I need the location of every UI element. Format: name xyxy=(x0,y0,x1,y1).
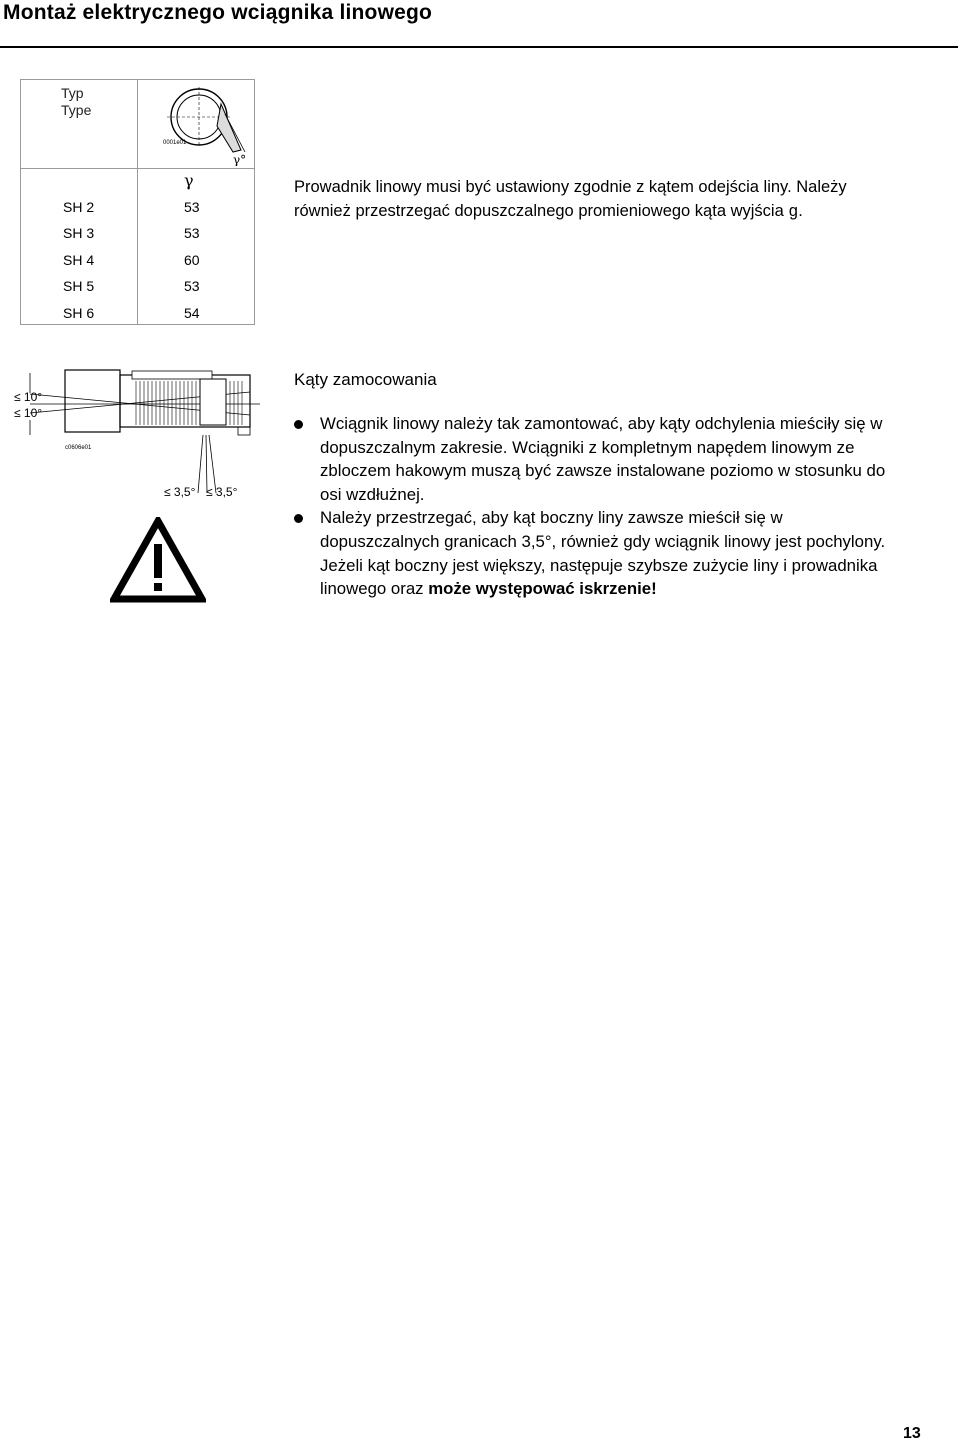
hoist-mounting-angle-diagram xyxy=(10,365,260,505)
side-angle-label-right: ≤ 3,5° xyxy=(206,485,238,499)
rope-guide-line: Prowadnik linowy musi być ustawiony zgodnie z kątem odejścia liny. Należy xyxy=(294,178,847,196)
bullet-line: dopuszczalnym zakresie. Wciągniki z kompletnym napędem linowym ze xyxy=(320,437,855,457)
rope-guide-paragraph xyxy=(294,175,954,224)
bullet-line: osi wzdłużnej. xyxy=(320,484,425,504)
table-row xyxy=(21,199,254,225)
bullet-line: Wciągnik linowy należy tak zamontować, aby kąty odchylenia mieściły się w xyxy=(320,414,883,433)
title-divider xyxy=(0,46,958,48)
section-title: Kąty zamocowania xyxy=(294,370,437,389)
angle-label-top: ≤ 10° xyxy=(14,390,43,404)
type-column-header xyxy=(61,85,91,119)
type-cell: SH 5 xyxy=(63,278,95,294)
rope-guide xyxy=(200,379,226,425)
rope-guide-text: również przestrzegać dopuszczalnego promieniowego kąta wyjścia xyxy=(294,202,789,220)
bullet-line: Jeżeli kąt boczny jest większy, następuje szybsze zużycie liny i prowadnika xyxy=(320,555,878,575)
list-item xyxy=(294,412,958,506)
list-item xyxy=(294,506,958,600)
type-angle-table xyxy=(20,79,255,325)
sparking-warning-text: może występować iskrzenie! xyxy=(428,579,657,599)
gamma-column-header: γ xyxy=(184,171,194,190)
rope-guide-period: . xyxy=(798,202,803,220)
bullet-line: Należy przestrzegać, aby kąt boczny liny zawsze mieścił się w xyxy=(320,508,783,528)
hoist-drum-body xyxy=(120,375,250,427)
rope-guide-line xyxy=(294,199,954,224)
bullet-line: zbloczem hakowym muszą być zawsze instalowane poziomo w stosunku do xyxy=(320,461,886,481)
gamma-angle-label: γ° xyxy=(233,153,247,166)
gamma-cell: 53 xyxy=(184,278,200,294)
gamma-cell: 53 xyxy=(184,225,200,241)
hoist-foot xyxy=(238,427,250,435)
table-row xyxy=(21,225,254,251)
angle-label-bottom: ≤ 10° xyxy=(14,406,43,420)
warning-icon xyxy=(110,517,206,603)
type-cell: SH 4 xyxy=(63,252,95,268)
type-cell: SH 6 xyxy=(63,305,95,321)
rope-exit-wedge xyxy=(217,104,241,152)
side-angle-line-left xyxy=(198,435,203,493)
bullet-line: dopuszczalnych granicach 3,5°, również gdy wciągnik linowy jest pochylony. xyxy=(320,531,886,551)
drum-figure-code: 0001e01 xyxy=(163,140,187,146)
table-horizontal-divider xyxy=(21,168,254,169)
page-title: Montaż elektrycznego wciągnika linowego xyxy=(3,1,433,24)
table-row xyxy=(21,252,254,278)
type-header-en: Type xyxy=(61,102,92,118)
bullet-icon xyxy=(294,514,303,523)
gamma-cell: 54 xyxy=(184,305,200,321)
bullet-text: linowego oraz xyxy=(320,579,429,599)
type-cell: SH 3 xyxy=(63,225,95,241)
rope-drum-angle-diagram xyxy=(159,84,254,166)
bullet-line xyxy=(320,577,958,601)
type-header-pl: Typ xyxy=(61,85,84,101)
hoist-top-rail xyxy=(132,371,212,379)
gamma-cell: 60 xyxy=(184,252,200,268)
page-number: 13 xyxy=(903,1425,921,1442)
hoist-motor-end xyxy=(65,370,120,432)
mounting-bullet-list xyxy=(294,412,958,601)
gamma-symbol-text: g xyxy=(788,202,799,221)
type-cell: SH 2 xyxy=(63,199,95,215)
gamma-cell: 53 xyxy=(184,199,200,215)
hoist-figure-code: c0606e01 xyxy=(65,445,92,451)
table-row xyxy=(21,278,254,304)
table-row xyxy=(21,305,254,331)
bullet-icon xyxy=(294,420,303,429)
side-angle-label-left: ≤ 3,5° xyxy=(164,485,196,499)
